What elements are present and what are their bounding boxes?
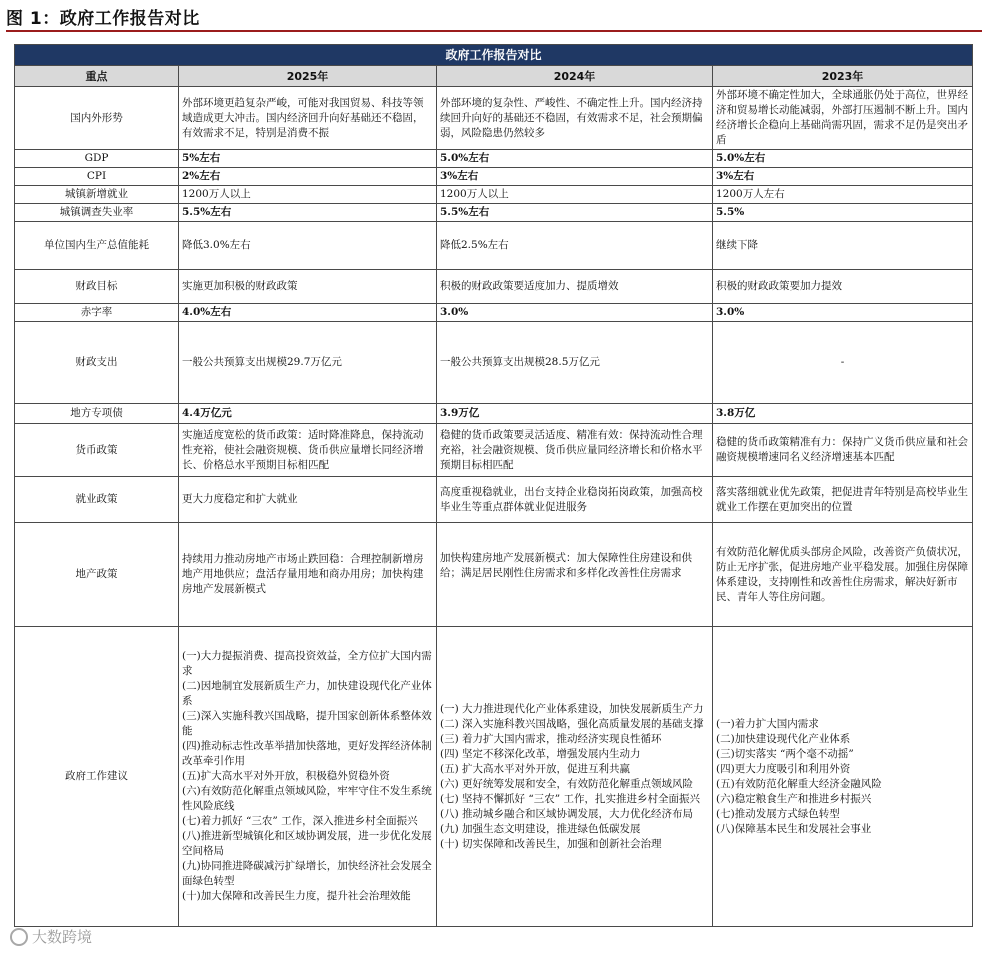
table-row (15, 222, 973, 270)
cell-2025: 降低3.0%左右 (179, 222, 437, 270)
cell-2024: 加快构建房地产发展新模式：加大保障性住房建设和供给；满足居民刚性住房需求和多样化改善性住房需求 (437, 523, 713, 627)
cell-2025: 持续用力推动房地产市场止跌回稳：合理控制新增房地产用地供应；盘活存量用地和商办用房；加快构建房地产发展新模式 (179, 523, 437, 627)
cell-2023: 落实落细就业优先政策，把促进青年特别是高校毕业生就业工作摆在更加突出的位置 (713, 477, 973, 523)
list-item: (八) 推动城乡融合和区域协调发展，大力优化经济布局 (440, 807, 694, 820)
row-label: 财政支出 (15, 322, 179, 404)
cell-2025: 4.4万亿元 (179, 404, 437, 424)
cell-2024: 3.9万亿 (437, 404, 713, 424)
row-label: 城镇新增就业 (15, 186, 179, 204)
cell-2025: 5%左右 (179, 150, 437, 168)
list-item: (二) 深入实施科教兴国战略，强化高质量发展的基础支撑 (440, 717, 704, 730)
brand-logo-icon (10, 928, 28, 946)
row-label: 赤字率 (15, 304, 179, 322)
row-label: 地方专项债 (15, 404, 179, 424)
list-item: (四)推动标志性改革举措加快落地，更好发挥经济体制改革牵引作用 (182, 740, 432, 767)
row-label: 单位国内生产总值能耗 (15, 222, 179, 270)
header-row (15, 66, 973, 87)
cell-2023: 3%左右 (713, 168, 973, 186)
cell-2023: 5.5% (713, 204, 973, 222)
cell-2024: 积极的财政政策要适度加力、提质增效 (437, 270, 713, 304)
list-item: (六) 更好统筹发展和安全，有效防范化解重点领域风险 (440, 777, 694, 790)
header-key: 重点 (15, 66, 179, 87)
cell-2025: 实施适度宽松的货币政策：适时降准降息，保持流动性充裕，使社会融资规模、货币供应量增长同经济增长、价格总水平预期目标相匹配 (179, 424, 437, 477)
list-item: (七) 坚持不懈抓好 “三农” 工作，扎实推进乡村全面振兴 (440, 792, 700, 805)
cell-2024: 稳健的货币政策要灵活适度、精准有效：保持流动性合理充裕，社会融资规模、货币供应量同经济增长和价格水平预期目标相匹配 (437, 424, 713, 477)
cell-2025: 1200万人以上 (179, 186, 437, 204)
list-item: (六)有效防范化解重点领域风险，牢牢守住不发生系统性风险底线 (182, 785, 432, 812)
table-row (15, 150, 973, 168)
list-item: (十)加大保障和改善民生力度，提升社会治理效能 (182, 890, 411, 902)
list-item: (九) 加强生态文明建设，推进绿色低碳发展 (440, 822, 641, 835)
table-row (15, 186, 973, 204)
table-row (15, 424, 973, 477)
header-2024: 2024年 (437, 66, 713, 87)
row-label: 地产政策 (15, 523, 179, 627)
header-2023: 2023年 (713, 66, 973, 87)
table-row (15, 322, 973, 404)
cell-2025: 更大力度稳定和扩大就业 (179, 477, 437, 523)
row-label: 城镇调查失业率 (15, 204, 179, 222)
row-label: 就业政策 (15, 477, 179, 523)
cell-2024-list (437, 627, 713, 927)
list-item: (四)更大力度吸引和利用外资 (716, 762, 851, 775)
cell-2023: 3.0% (713, 304, 973, 322)
cell-2023: - (713, 322, 973, 404)
list-item: (十) 切实保障和改善民生，加强和创新社会治理 (440, 837, 662, 850)
list-item: (七)推动发展方式绿色转型 (716, 807, 840, 820)
title-divider (6, 30, 982, 32)
cell-2024: 1200万人以上 (437, 186, 713, 204)
list-item: (一)着力扩大国内需求 (716, 717, 819, 730)
list-item: (三)深入实施科教兴国战略，提升国家创新体系整体效能 (182, 710, 432, 737)
list-item: (五) 扩大高水平对外开放，促进互利共赢 (440, 762, 631, 775)
cell-2025: 外部环境更趋复杂严峻，可能对我国贸易、科技等领域造成更大冲击。国内经济回升向好基础还不稳固，有效需求不足，特别是消费不振 (179, 87, 437, 150)
cell-2025-list (179, 627, 437, 927)
cell-2023: 继续下降 (713, 222, 973, 270)
cell-2024: 外部环境的复杂性、严峻性、不确定性上升。国内经济持续回升向好的基础还不稳固，有效需求不足，社会预期偏弱，风险隐患仍然较多 (437, 87, 713, 150)
table-row (15, 404, 973, 424)
cell-2025: 2%左右 (179, 168, 437, 186)
list-item: (七)着力抓好 “三农” 工作，深入推进乡村全面振兴 (182, 815, 418, 827)
brand-name: 大数跨境 (32, 928, 93, 946)
list-item: (八)保障基本民生和发展社会事业 (716, 822, 872, 835)
row-label: GDP (15, 150, 179, 168)
cell-2023: 5.0%左右 (713, 150, 973, 168)
cell-2025: 一般公共预算支出规模29.7万亿元 (179, 322, 437, 404)
cell-2024: 一般公共预算支出规模28.5万亿元 (437, 322, 713, 404)
figure-title: 图 1：政府工作报告对比 (6, 9, 200, 29)
cell-2024: 5.0%左右 (437, 150, 713, 168)
row-label: 政府工作建议 (15, 627, 179, 927)
table-row (15, 304, 973, 322)
cell-2025: 实施更加积极的财政政策 (179, 270, 437, 304)
cell-2024: 5.5%左右 (437, 204, 713, 222)
row-label: 国内外形势 (15, 87, 179, 150)
list-item: (六)稳定粮食生产和推进乡村振兴 (716, 792, 872, 805)
table-row (15, 270, 973, 304)
cell-2025: 5.5%左右 (179, 204, 437, 222)
list-item: (九)协同推进降碳减污扩绿增长，加快经济社会发展全面绿色转型 (182, 860, 432, 887)
report-comparison-table (14, 44, 973, 927)
list-item: (二)加快建设现代化产业体系 (716, 732, 851, 745)
table-caption: 政府工作报告对比 (15, 45, 973, 66)
cell-2023-list (713, 627, 973, 927)
list-item: (四) 坚定不移深化改革，增强发展内生动力 (440, 747, 641, 760)
list-item: (一)大力提振消费、提高投资效益，全方位扩大国内需求 (182, 650, 432, 677)
table-row (15, 523, 973, 627)
cell-2023: 积极的财政政策要加力提效 (713, 270, 973, 304)
list-item: (一) 大力推进现代化产业体系建设，加快发展新质生产力 (440, 702, 704, 715)
header-2025: 2025年 (179, 66, 437, 87)
brand-watermark (10, 926, 92, 947)
list-item: (五)有效防范化解重大经济金融风险 (716, 777, 882, 790)
row-label: 货币政策 (15, 424, 179, 477)
list-item: (五)扩大高水平对外开放，积极稳外贸稳外资 (182, 770, 390, 782)
list-item: (八)推进新型城镇化和区域协调发展，进一步优化发展空间格局 (182, 830, 432, 857)
cell-2023: 1200万人左右 (713, 186, 973, 204)
table-row (15, 477, 973, 523)
cell-2024: 高度重视稳就业，出台支持企业稳岗拓岗政策，加强高校毕业生等重点群体就业促进服务 (437, 477, 713, 523)
table-row (15, 204, 973, 222)
row-label: CPI (15, 168, 179, 186)
cell-2023: 稳健的货币政策精准有力：保持广义货币供应量和社会融资规模增速同名义经济增速基本匹配 (713, 424, 973, 477)
table-row (15, 627, 973, 927)
cell-2024: 3.0% (437, 304, 713, 322)
list-item: (二)因地制宜发展新质生产力，加快建设现代化产业体系 (182, 680, 432, 707)
cell-2025: 4.0%左右 (179, 304, 437, 322)
cell-2024: 3%左右 (437, 168, 713, 186)
row-label: 财政目标 (15, 270, 179, 304)
table-row (15, 87, 973, 150)
list-item: (三)切实落实 “两个毫不动摇” (716, 747, 854, 760)
cell-2023: 有效防范化解优质头部房企风险，改善资产负债状况，防止无序扩张，促进房地产业平稳发展。加强住房保障体系建设，支持刚性和改善性住房需求，解决好新市民、青年人等住房问题。 (713, 523, 973, 627)
cell-2023: 3.8万亿 (713, 404, 973, 424)
table-row (15, 168, 973, 186)
cell-2023: 外部环境不确定性加大，全球通胀仍处于高位，世界经济和贸易增长动能减弱，外部打压遏制不断上升。国内经济增长企稳向上基础尚需巩固，需求不足仍是突出矛盾 (713, 87, 973, 150)
cell-2024: 降低2.5%左右 (437, 222, 713, 270)
list-item: (三) 着力扩大国内需求，推动经济实现良性循环 (440, 732, 662, 745)
